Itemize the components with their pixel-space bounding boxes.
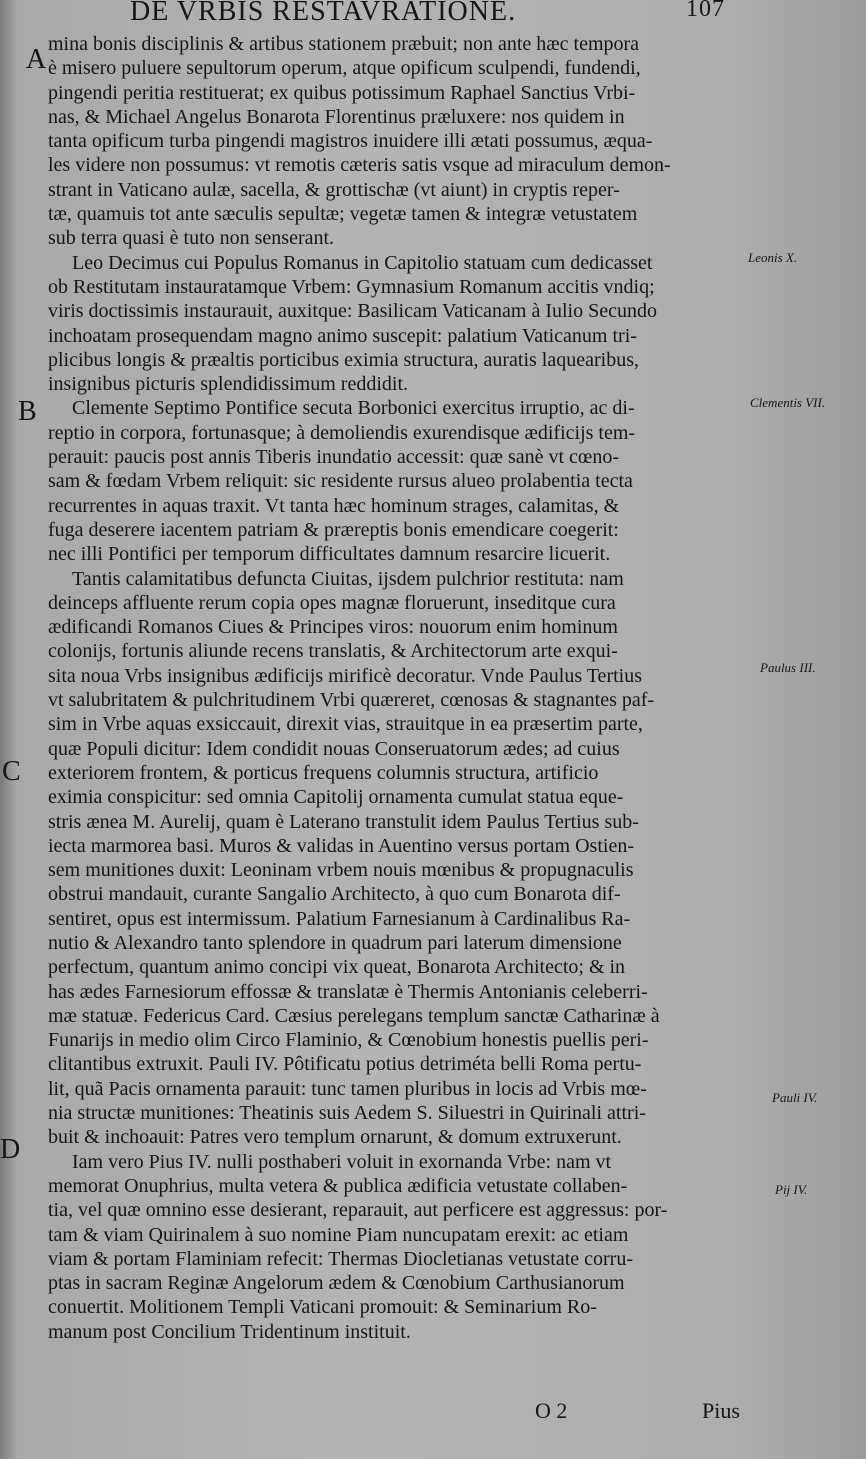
text-line: è misero puluere sepultorum operum, atque opificum sculpendi, fundendi, bbox=[48, 57, 641, 80]
text-line: clitantibus extruxit. Pauli IV. Pôtificatu potius detriméta belli Roma pertu- bbox=[48, 1053, 642, 1076]
text-line: Iam vero Pius IV. nulli posthaberi voluit in exornanda Vrbe: nam vt bbox=[72, 1150, 612, 1173]
running-header bbox=[130, 0, 740, 30]
text-line: sentiret, opus est intermissum. Palatium Farnesianum à Cardinalibus Ra- bbox=[48, 907, 631, 930]
section-letter-c: C bbox=[2, 756, 21, 787]
text-line: deinceps affluente rerum copia opes magnæ floruerunt, inseditque cura bbox=[48, 591, 616, 614]
text-line: tanta opificum turba pingendi magistros inuidere illi ætati possumus, æqua- bbox=[48, 130, 653, 153]
text-line: mæ statuæ. Federicus Card. Cæsius perelegans templum sanctæ Catharinæ à bbox=[48, 1004, 660, 1027]
text-line: has ædes Farnesiorum effossæ & translatæ è Thermis Antonianis celeberri- bbox=[48, 980, 648, 1003]
text-line: ptas in sacram Reginæ Angelorum ædem & Cœnobium Carthusianorum bbox=[48, 1272, 625, 1295]
margin-note-clementis: Clementis VII. bbox=[750, 395, 826, 410]
text-line: sam & fœdam Vrbem reliquit: sic residente rursus alueo prolabentia tecta bbox=[48, 470, 633, 493]
text-line: nutio & Alexandro tanto splendore in quadrum pari laterum dimensione bbox=[48, 931, 622, 954]
text-line: viris doctissimis instaurauit, auxitque: Basilicam Vaticanam à Iulio Secundo bbox=[48, 300, 657, 323]
text-line: pingendi peritia restituerat; ex quibus potissimum Raphael Sanctius Vrbi- bbox=[48, 81, 636, 104]
drop-cap: A bbox=[26, 44, 47, 75]
text-line: lit, quã Pacis ornamenta parauit: tunc tamen pluribus in locis ad Vrbis mœ- bbox=[48, 1077, 647, 1100]
text-line: sem munitiones duxit: Leoninam vrbem nouis mœnibus & propugnaculis bbox=[48, 859, 634, 882]
running-title: DE VRBIS RESTAVRATIONE. bbox=[130, 0, 517, 27]
text-line: memorat Onuphrius, multa vetera & publica ædificia vetustate collaben- bbox=[48, 1174, 628, 1197]
section-letter-d: D bbox=[0, 1134, 21, 1165]
text-line: plicibus longis & præaltis porticibus eximia structura, auratis laquearibus, bbox=[48, 348, 639, 371]
text-line: quæ Populi dicitur: Idem condidit nouas Conseruatorum ædes; ad cuius bbox=[48, 737, 620, 760]
text-line: sim in Vrbe aquas exsiccauit, direxit vias, strauitque in ea præsertim parte, bbox=[48, 713, 643, 736]
margin-note-paulus: Paulus III. bbox=[760, 660, 816, 675]
text-line: tam & viam Quirinalem à suo nomine Piam nuncupatam erexit: ac etiam bbox=[48, 1223, 629, 1246]
text-line: manum post Concilium Tridentinum instituit. bbox=[48, 1320, 411, 1343]
text-line: nia structæ munitiones: Theatinis suis Aedem S. Siluestri in Quirinali attri- bbox=[48, 1102, 646, 1125]
text-line: iecta marmorea basi. Muros & validas in Auentino versus portam Ostien- bbox=[48, 834, 634, 857]
text-line: mina bonis disciplinis & artibus stationem præbuit; non ante hæc tempora bbox=[48, 33, 640, 55]
text-line: nec illi Pontifici per temporum difficultates damnum resarcire licuerit. bbox=[48, 543, 611, 566]
text-line: perauit: paucis post annis Tiberis inundatio accessit: quæ sanè vt cœno- bbox=[48, 446, 620, 469]
text-line: inchoatam prosequendam magno animo suscepit: palatium Vaticanum tri- bbox=[48, 324, 637, 347]
text-line: fuga deserere iacentem patriam & præreptis bonis emendicare coegerit: bbox=[48, 518, 619, 541]
text-line: buit & inchoauit: Patres vero templum ornarunt, & domum extruxerunt. bbox=[48, 1126, 622, 1149]
margin-note-pauli-iv: Pauli IV. bbox=[772, 1090, 818, 1105]
text-line: sita noua Vrbs insignibus ædificijs mirificè decoratur. Vnde Paulus Tertius bbox=[48, 664, 642, 687]
page-footer bbox=[0, 1398, 866, 1428]
section-letter-b: B bbox=[18, 396, 37, 427]
text-line: recurrentes in aquas traxit. Vt tanta hæc hominum strages, calamitas, & bbox=[48, 494, 620, 517]
text-line: conuertit. Molitionem Templi Vaticani promouit: & Seminarium Ro- bbox=[48, 1296, 597, 1319]
text-line: les videre non possumus: vt remotis cæteris satis vsque ad miraculum demon- bbox=[48, 154, 671, 177]
text-line: strant in Vaticano aulæ, sacella, & grottischæ (vt aiunt) in cryptis reper- bbox=[48, 178, 620, 201]
text-line: reptio in corpora, fortunasque; à demoliendis exurendisque ædificijs tem- bbox=[48, 421, 636, 444]
text-line: nas, & Michael Angelus Bonarota Florentinus præluxere: nos quidem in bbox=[48, 105, 625, 128]
margin-note-leonis: Leonis X. bbox=[748, 250, 798, 265]
text-line: Clemente Septimo Pontifice secuta Borbonici exercitus irruptio, ac di- bbox=[72, 397, 635, 420]
text-line: Leo Decimus cui Populus Romanus in Capitolio statuam cum dedicasset bbox=[72, 251, 653, 274]
text-line: perfectum, quantum animo concipi vix queat, Bonarota Architecto; & in bbox=[48, 956, 626, 979]
text-line: vt salubritatem & pulchritudinem Vrbi quæreret, cœnosas & stagnantes paf- bbox=[48, 689, 655, 712]
text-line: Tantis calamitatibus defuncta Ciuitas, ijsdem pulchrior restituta: nam bbox=[72, 567, 624, 590]
text-line: ædificandi Romanos Ciues & Principes viros: nouorum enim hominum bbox=[48, 616, 618, 639]
text-line: viam & portam Flaminiam refecit: Thermas Diocletianas vetustate corru- bbox=[48, 1247, 633, 1270]
body-text bbox=[48, 32, 742, 1344]
text-line: tia, vel quæ omnino esse desierant, reparauit, aut perficere est aggressus: por- bbox=[48, 1199, 668, 1222]
signature-mark: O 2 bbox=[535, 1398, 568, 1423]
text-line: eximia conspicitur: sed omnia Capitolij ornamenta cumulat statua eque- bbox=[48, 786, 624, 809]
text-line: Funarijs in medio olim Circo Flaminio, & Cœnobium honestis puellis peri- bbox=[48, 1029, 649, 1052]
margin-note-pij-iv: Pij IV. bbox=[775, 1182, 808, 1197]
text-line: insignibus picturis splendidissimum reddidit. bbox=[48, 373, 408, 396]
text-line: tæ, quamuis tot ante sæculis sepultæ; vegetæ tamen & integræ vetustatem bbox=[48, 203, 638, 226]
page-number: 107 bbox=[686, 0, 725, 22]
text-line: ob Restitutam instauratamque Vrbem: Gymnasium Romanum accitis vndiq; bbox=[48, 275, 655, 298]
text-line: stris ænea M. Aurelij, quam è Laterano transtulit idem Paulus Tertius sub- bbox=[48, 810, 639, 833]
text-line: sub terra quasi è tuto non senserant. bbox=[48, 227, 335, 250]
text-line: exteriorem frontem, & porticus frequens columnis structura, artificio bbox=[48, 761, 599, 784]
text-line: obstrui mandauit, curante Sangalio Architecto, à quo cum Bonarota dif- bbox=[48, 883, 621, 906]
catchword: Pius bbox=[702, 1398, 740, 1423]
text-line: colonijs, fortunis aliunde recens translatis, & Architectorum arte exqui- bbox=[48, 640, 618, 663]
